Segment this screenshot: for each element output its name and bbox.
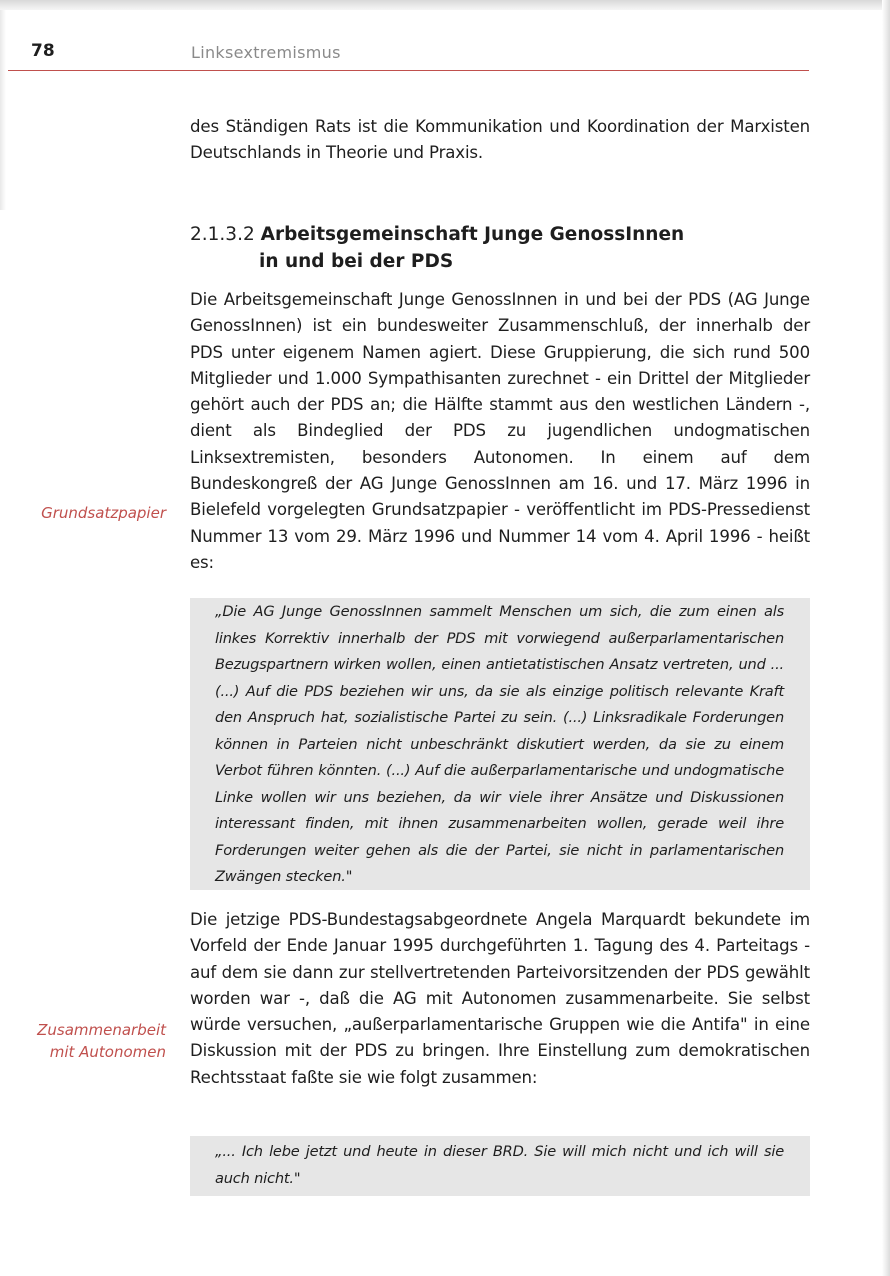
section-number: 2.1.3.2 <box>190 224 255 245</box>
section-title-line2: in und bei der PDS <box>259 251 454 272</box>
margin-note-zusammenarbeit <box>14 1019 166 1063</box>
scan-top-edge <box>0 0 890 10</box>
margin-note-line2: mit Autonomen <box>49 1043 166 1061</box>
quote-1-text: „Die AG Junge GenossInnen sammelt Menschen um sich, die zum einen als linkes Korrektiv innerhalb der PDS mit vorwiegend außerparlamentarischen Bezugspartnern wirken wollen, einen antietatistischen Ansatz vertreten, und ... (...) Auf die PDS beziehen wir uns, da sie als einzige politisch relevante Kraft den Anspruch hat, sozialistische Partei zu sein. (...) Linksradikale Forderungen können in Parteien nicht unbeschränkt diskutiert werden, da sie zu einem Verbot führen könnten. (...) Auf die außerparlamentarische und undogmatische Linke wollen wir uns beziehen, da wir viele ihrer Ansätze und Diskussionen interessant finden, mit ihnen zusammenarbeiten wollen, gerade weil ihre Forderungen weiter gehen als die der Partei, sie nicht in parlamentarischen Zwängen stecken." <box>215 603 784 885</box>
paragraph-1: Die Arbeitsgemeinschaft Junge GenossInnen in und bei der PDS (AG Junge GenossInnen) ist ein bundesweiter Zusammenschluß, der innerhalb der PDS unter eigenem Namen agiert. Diese Gruppierung, die sich rund 500 Mitglieder und 1.000 Sympathisanten zurechnet - ein Drittel der Mitglieder gehört auch der PDS an; die Hälfte stammt aus den westlichen Ländern -, dient als Bindeglied der PDS zu jugendlichen undogmatischen Linksextremisten, besonders Autonomen. In einem auf dem Bundeskongreß der AG Junge GenossInnen am 16. und 17. März 1996 in Bielefeld vorgelegten Grundsatzpapier - veröffentlicht im PDS-Pressedienst Nummer 13 vom 29. März 1996 und Nummer 14 vom 4. April 1996 - heißt es: <box>190 290 810 572</box>
section-heading <box>190 221 810 275</box>
intro-paragraph: des Ständigen Rats ist die Kommunikation und Koordination der Marxisten Deutschlands in Theorie und Praxis. <box>190 117 810 163</box>
section-title-line1: Arbeitsgemeinschaft Junge GenossInnen <box>260 224 685 245</box>
scan-right-edge <box>882 0 890 1276</box>
margin-note-grundsatzpapier: Grundsatzpapier <box>41 504 166 522</box>
quote-block-2 <box>190 1136 810 1196</box>
header-rule <box>8 70 809 71</box>
margin-note-line1: Zusammenarbeit <box>37 1021 166 1039</box>
page-number: 78 <box>31 41 55 61</box>
running-head: Linksextremismus <box>191 43 341 62</box>
scan-left-edge <box>0 10 6 210</box>
quote-2-text: „... Ich lebe jetzt und heute in dieser BRD. Sie will mich nicht und ich will sie auch nicht." <box>215 1143 784 1187</box>
paragraph-2: Die jetzige PDS-Bundestagsabgeordnete Angela Marquardt bekundete im Vorfeld der Ende Januar 1995 durchgeführten 1. Tagung des 4. Parteitags - auf dem sie dann zur stellvertretenden Parteivorsitzenden der PDS gewählt worden war -, daß die AG mit Autonomen zusammenarbeite. Sie selbst würde versuchen, „außerparlamentarische Gruppen wie die Antifa" in eine Diskussion mit der PDS zu bringen. Ihre Einstellung zum demokratischen Rechtsstaat faßte sie wie folgt zusammen: <box>190 910 810 1087</box>
quote-block-1 <box>190 598 810 890</box>
